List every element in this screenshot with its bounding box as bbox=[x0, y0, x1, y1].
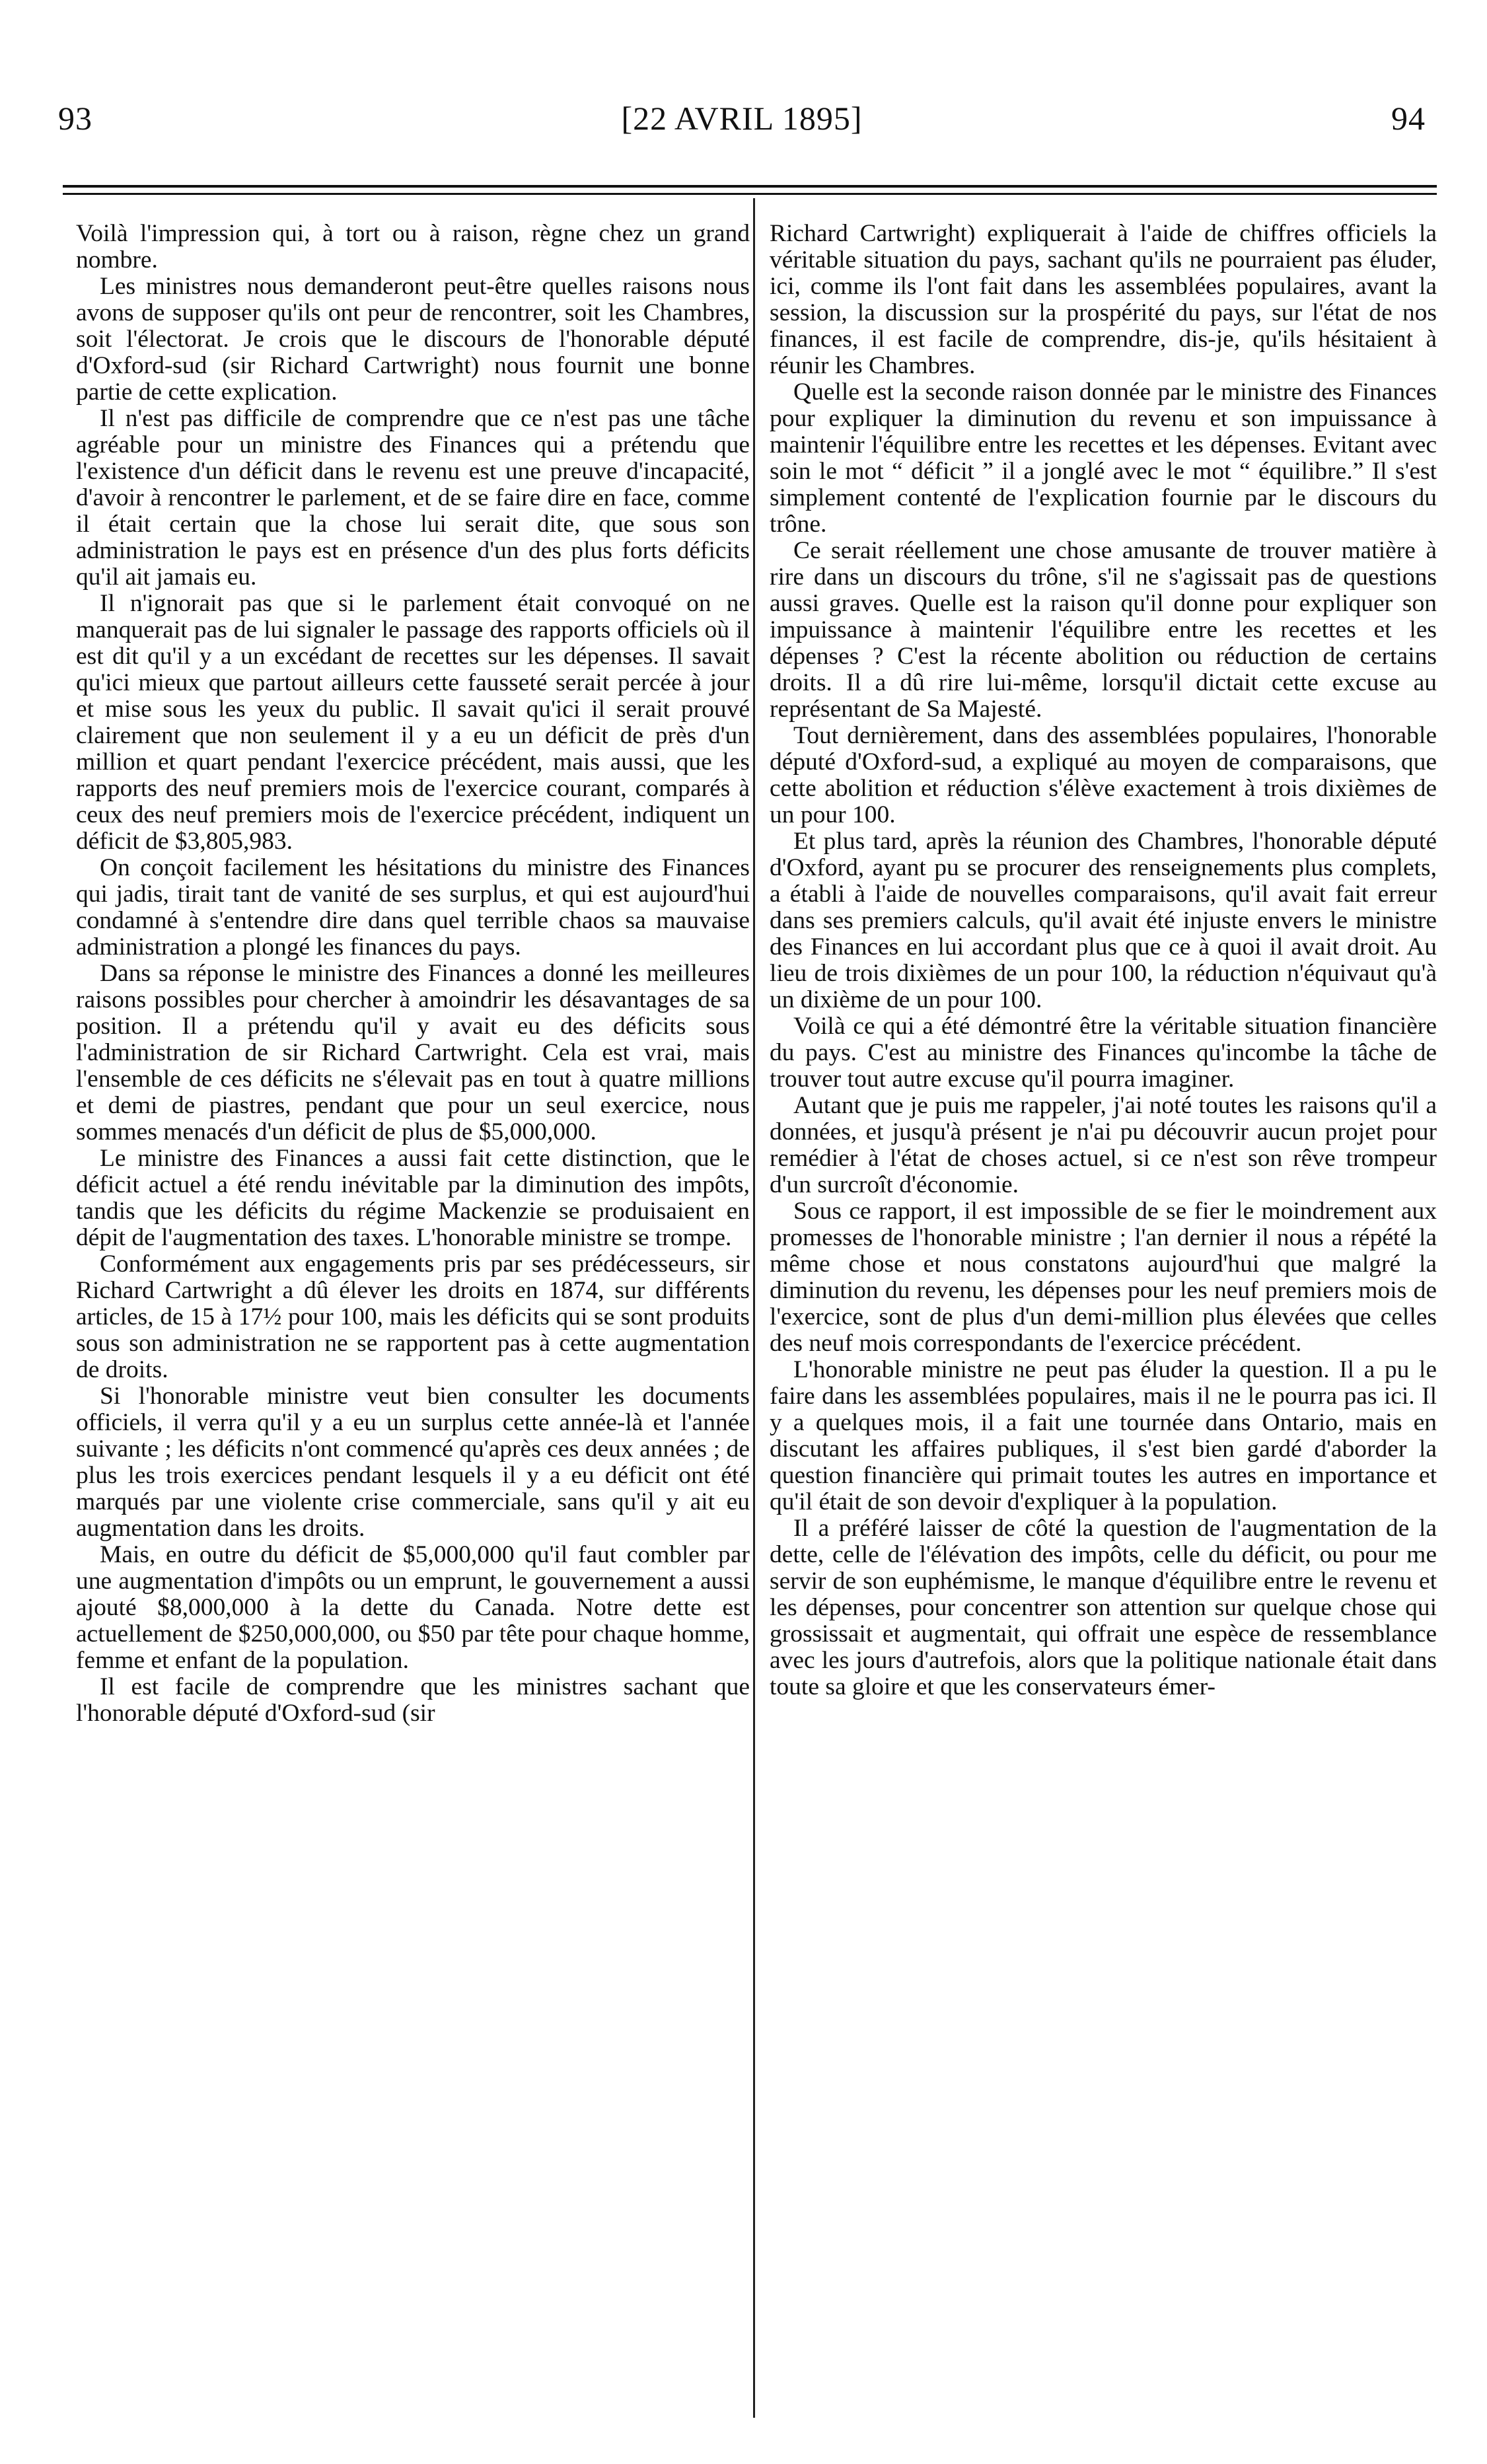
page-number-right: 94 bbox=[1391, 100, 1426, 137]
paragraph: Quelle est la seconde raison donnée par le ministre des Finances pour expliquer la diminution du revenu et son impuissance à maintenir l'équilibre entre les recettes et les dépenses. Evitant avec soin le mot “ déficit ” il a jonglé avec le mot “ équilibre.” Il s'est simplement contenté de l'explication fournie par le discours du trône. bbox=[770, 379, 1437, 538]
paragraph: On conçoit facilement les hésitations du ministre des Finances qui jadis, tirait tant de vanité de ses surplus, et qui est aujourd'hui condamné à s'entendre dire dans quel terrible chaos sa mauvaise administration a plongé les finances du pays. bbox=[76, 854, 750, 960]
paragraph: Mais, en outre du déficit de $5,000,000 qu'il faut combler par une augmentation d'impôts ou un emprunt, le gouvernement a aussi ajouté $8,000,000 à la dette du Canada. Notre dette est actuellement de $250,000,000, ou $50 par tête pour chaque homme, femme et enfant de la population. bbox=[76, 1541, 750, 1674]
paragraph: Il n'ignorait pas que si le parlement était convoqué on ne manquerait pas de lui signaler le passage des rapports officiels où il est dit qu'il y a un excédant de recettes sur les dépenses. Il savait qu'ici mieux que partout ailleurs cette fausseté serait percée à jour et mise sous les yeux du public. Il savait qu'ici il serait prouvé clairement que non seulement il y a eu un déficit de près d'un million et quart pendant l'exercice précédent, mais aussi, que les rapports des neuf premiers mois de l'exercice courant, comparés à ceux des neuf premiers mois de l'exercice précédent, indiquent un déficit de $3,805,983. bbox=[76, 590, 750, 855]
paragraph: L'honorable ministre ne peut pas éluder la question. Il a pu le faire dans les assemblées populaires, mais il ne le pourra pas ici. Il y a quelques mois, il a fait une tournée dans Ontario, mais en discutant les affaires publiques, il s'est bien gardé d'aborder la question financière qui primait toutes les autres en importance et qu'il était de son devoir d'expliquer à la population. bbox=[770, 1356, 1437, 1515]
column-divider bbox=[753, 198, 755, 2418]
header-rule-top bbox=[63, 185, 1437, 188]
left-column bbox=[76, 221, 750, 1727]
paragraph: Autant que je puis me rappeler, j'ai noté toutes les raisons qu'il a données, et jusqu'à présent je n'ai pu découvrir aucun projet pour remédier à l'état de choses actuel, si ce n'est son rêve trompeur d'un surcroît d'économie. bbox=[770, 1092, 1437, 1198]
paragraph: Dans sa réponse le ministre des Finances a donné les meilleures raisons possibles pour chercher à amoindrir les désavantages de sa position. Il a prétendu qu'il y avait eu des déficits sous l'administration de sir Richard Cartwright. Cela est vrai, mais l'ensemble de ces déficits ne s'élevait pas en tout à quatre millions et demi de piastres, pendant que pour un seul exercice, nous sommes menacés d'un déficit de plus de $5,000,000. bbox=[76, 960, 750, 1145]
paragraph: Voilà ce qui a été démontré être la véritable situation financière du pays. C'est au ministre des Finances qu'incombe la tâche de trouver tout autre excuse qu'il pourra imaginer. bbox=[770, 1013, 1437, 1093]
paragraph: Il a préféré laisser de côté la question de l'augmentation de la dette, celle de l'élévation des impôts, celle du déficit, ou pour me servir de son euphémisme, le manque d'équilibre entre le revenu et les dépenses, pour concentrer son attention sur quelque chose qui grossissait et augmentait, qui offrait une espèce de ressemblance avec les jours d'autrefois, alors que la politique nationale était dans toute sa gloire et que les conservateurs émer- bbox=[770, 1515, 1437, 1700]
paragraph: Sous ce rapport, il est impossible de se fier le moindrement aux promesses de l'honorable ministre ; l'an dernier il nous a répété la même chose et nous constatons aujourd'hui que malgré la diminution du revenu, les dépenses pour les neuf premiers mois de l'exercice, sont de plus d'un demi-million plus élevées que celles des neuf mois correspondants de l'exercice précédent. bbox=[770, 1198, 1437, 1357]
page-date: [22 AVRIL 1895] bbox=[621, 100, 863, 137]
page-header bbox=[58, 99, 1426, 145]
paragraph: Voilà l'impression qui, à tort ou à raison, règne chez un grand nombre. bbox=[76, 220, 750, 273]
paragraph: Tout dernièrement, dans des assemblées populaires, l'honorable député d'Oxford-sud, a expliqué au moyen de comparaisons, que cette abolition et réduction s'élève exactement à trois dixièmes de un pour 100. bbox=[770, 722, 1437, 828]
paragraph: Richard Cartwright) expliquerait à l'aide de chiffres officiels la véritable situation du pays, sachant qu'ils ne pourraient pas éluder, ici, comme ils l'ont fait dans les assemblées populaires, avant la session, la discussion sur la prospérité du pays, sur l'état de nos finances, il est facile de comprendre, dis-je, qu'ils hésitaient à réunir les Chambres. bbox=[770, 220, 1437, 379]
page-number-left: 93 bbox=[58, 100, 92, 137]
paragraph: Les ministres nous demanderont peut-être quelles raisons nous avons de supposer qu'ils ont peur de rencontrer, soit les Chambres, soit l'électorat. Je crois que le discours de l'honorable député d'Oxford-sud (sir Richard Cartwright) nous fournit une bonne partie de cette explication. bbox=[76, 273, 750, 406]
paragraph: Il est facile de comprendre que les ministres sachant que l'honorable député d'Oxford-sud (sir bbox=[76, 1673, 750, 1727]
right-column bbox=[770, 221, 1437, 1700]
paragraph: Si l'honorable ministre veut bien consulter les documents officiels, il verra qu'il y a eu un surplus cette année-là et l'année suivante ; les déficits n'ont commencé qu'après ces deux années ; de plus les trois exercices pendant lesquels il y a eu déficit ont été marqués par une violente crise commerciale, sans qu'il y ait eu augmentation dans les droits. bbox=[76, 1383, 750, 1542]
paragraph: Conformément aux engagements pris par ses prédécesseurs, sir Richard Cartwright a dû élever les droits en 1874, sur différents articles, de 15 à 17½ pour 100, mais les déficits qui se sont produits sous son administration ne se rapportent pas à cette augmentation de droits. bbox=[76, 1250, 750, 1383]
paragraph: Il n'est pas difficile de comprendre que ce n'est pas une tâche agréable pour un ministre des Finances qui a prétendu que l'existence d'un déficit dans le revenu est une preuve d'incapacité, d'avoir à rencontrer le parlement, et de se faire dire en face, comme il était certain que la chose lui serait dite, que sous son administration le pays est en présence d'un des plus forts déficits qu'il ait jamais eu. bbox=[76, 405, 750, 591]
header-rule-bottom bbox=[63, 193, 1437, 195]
paragraph: Le ministre des Finances a aussi fait cette distinction, que le déficit actuel a été rendu inévitable par la diminution des impôts, tandis que les déficits du régime Mackenzie se produisaient en dépit de l'augmentation des taxes. L'honorable ministre se trompe. bbox=[76, 1145, 750, 1251]
paragraph: Et plus tard, après la réunion des Chambres, l'honorable député d'Oxford, ayant pu se procurer des renseignements plus complets, a établi à l'aide de nouvelles comparaisons, qu'il avait fait erreur dans ses premiers calculs, qu'il avait été injuste envers le ministre des Finances en lui accordant plus que ce à quoi il avait droit. Au lieu de trois dixièmes de un pour 100, la réduction n'équivaut qu'à un dixième de un pour 100. bbox=[770, 828, 1437, 1013]
paragraph: Ce serait réellement une chose amusante de trouver matière à rire dans un discours du trône, s'il ne s'agissait pas de questions aussi graves. Quelle est la raison qu'il donne pour expliquer son impuissance à maintenir l'équilibre entre les recettes et les dépenses ? C'est la récente abolition ou réduction de certains droits. Il a dû rire lui-même, lorsqu'il dictait cette excuse au représentant de Sa Majesté. bbox=[770, 537, 1437, 723]
